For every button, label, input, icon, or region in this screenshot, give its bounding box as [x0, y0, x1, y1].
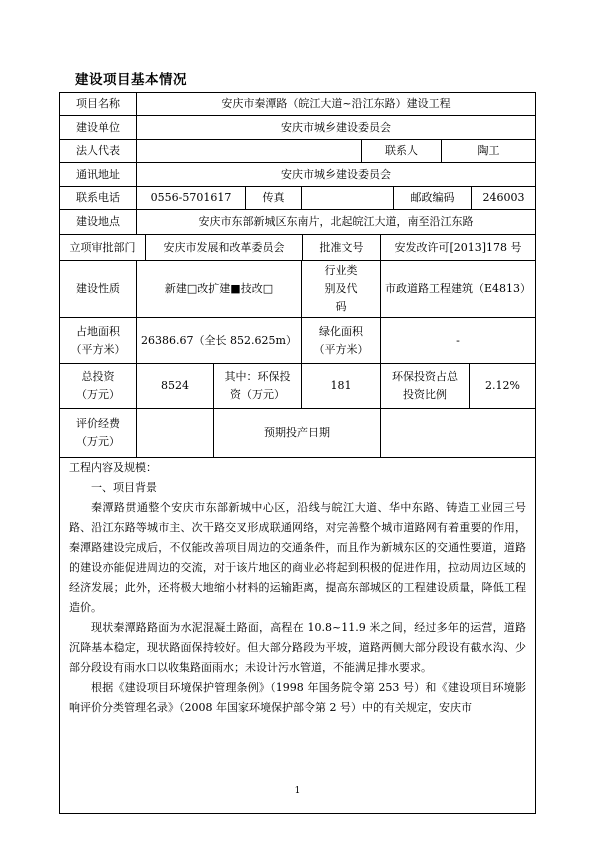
green-label: 绿化面积（平方米）: [302, 318, 381, 364]
approval-dept-value: 安庆市发展和改革委员会: [146, 235, 303, 261]
total-invest-label: 总投资（万元）: [60, 364, 137, 409]
phone-value: 0556-5701617: [137, 187, 246, 210]
green-value: -: [381, 318, 535, 364]
total-invest-value: 8524: [137, 364, 214, 409]
postcode-value: 246003: [472, 187, 535, 210]
eval-fee-value: [137, 409, 214, 458]
builder-label: 建设单位: [60, 116, 137, 140]
project-name-label: 项目名称: [60, 93, 137, 116]
address-label: 通讯地址: [60, 163, 137, 187]
content-paragraph-2: 现状秦潭路路面为水泥混凝土路面，高程在 10.8~11.9 米之间，经过多年的运营，道路沉降基本稳定，现状路面保持较好。但大部分路段为平坡，道路两侧大部分段设有截水沟、少部分段设有雨水口以收集路面雨水；未设计污水管道，不能满足排水要求。: [69, 621, 526, 674]
area-value: 26386.67（全长 852.625m）: [137, 318, 302, 364]
page-number: 1: [294, 786, 301, 796]
legal-rep-value: [137, 140, 362, 163]
env-ratio-label: 环保投资占总投资比例: [381, 364, 470, 409]
env-invest-value: 181: [302, 364, 381, 409]
env-invest-label: 其中：环保投资（万元）: [214, 364, 302, 409]
approval-no-value: 安发改许可[2013]178 号: [381, 235, 535, 261]
approval-no-label: 批准文号: [303, 235, 381, 261]
content-heading: 工程内容及规模：: [69, 461, 157, 474]
industry-value: 市政道路工程建筑（E4813）: [381, 261, 535, 318]
contact-label: 联系人: [362, 140, 442, 163]
area-label: 占地面积（平方米）: [60, 318, 137, 364]
env-ratio-value: 2.12%: [470, 364, 535, 409]
nature-label: 建设性质: [60, 261, 137, 318]
location-value: 安庆市东部新城区东南片，北起皖江大道，南至沿江东路: [137, 210, 535, 235]
eval-fee-label: 评价经费（万元）: [60, 409, 137, 458]
content-paragraph-1: 秦潭路贯通整个安庆市东部新城中心区，沿线与皖江大道、华中东路、铸造工业园三号路、沿江东路等城市主、次干路交叉形成联通网络，对完善整个城市道路网有着重要的作用，秦潭路建设完成后，不仅能改善项目周边的交通条件，而且作为新城东区的交通性要道，道路的建设亦能促进周边的交流，对于该片地区的商业必将起到积极的促进作用，拉动周边区域的经济发展；此外，还将极大地缩小材料的运输距离，提高东部城区的工程建设质量，降低工程造价。: [69, 501, 526, 614]
approval-dept-label: 立项审批部门: [60, 235, 146, 261]
contact-value: 陶工: [442, 140, 535, 163]
section-title: 建设项目基本情况: [75, 72, 187, 88]
legal-rep-label: 法人代表: [60, 140, 137, 163]
builder-value: 安庆市城乡建设委员会: [137, 116, 535, 140]
expected-date-label: 预期投产日期: [214, 409, 381, 458]
fax-label: 传真: [246, 187, 302, 210]
expected-date-value: [381, 409, 535, 458]
nature-value: 新建□改扩建■技改□: [137, 261, 302, 318]
location-label: 建设地点: [60, 210, 137, 235]
fax-value: [302, 187, 394, 210]
phone-label: 联系电话: [60, 187, 137, 210]
project-content-section: [59, 458, 536, 718]
content-paragraph-3: 根据《建设项目环境保护管理条例》（1998 年国务院令第 253 号）和《建设项目环境影响评价分类管理名录》（2008 年国家环境保护部令第 2 号）中的有关规定，安庆市: [69, 681, 526, 714]
content-sub-heading: 一、项目背景: [91, 481, 157, 494]
project-name-value: 安庆市秦潭路（皖江大道~沿江东路）建设工程: [137, 93, 535, 116]
postcode-label: 邮政编码: [394, 187, 472, 210]
address-value: 安庆市城乡建设委员会: [137, 163, 535, 187]
industry-label: 行业类别及代码: [302, 261, 381, 318]
